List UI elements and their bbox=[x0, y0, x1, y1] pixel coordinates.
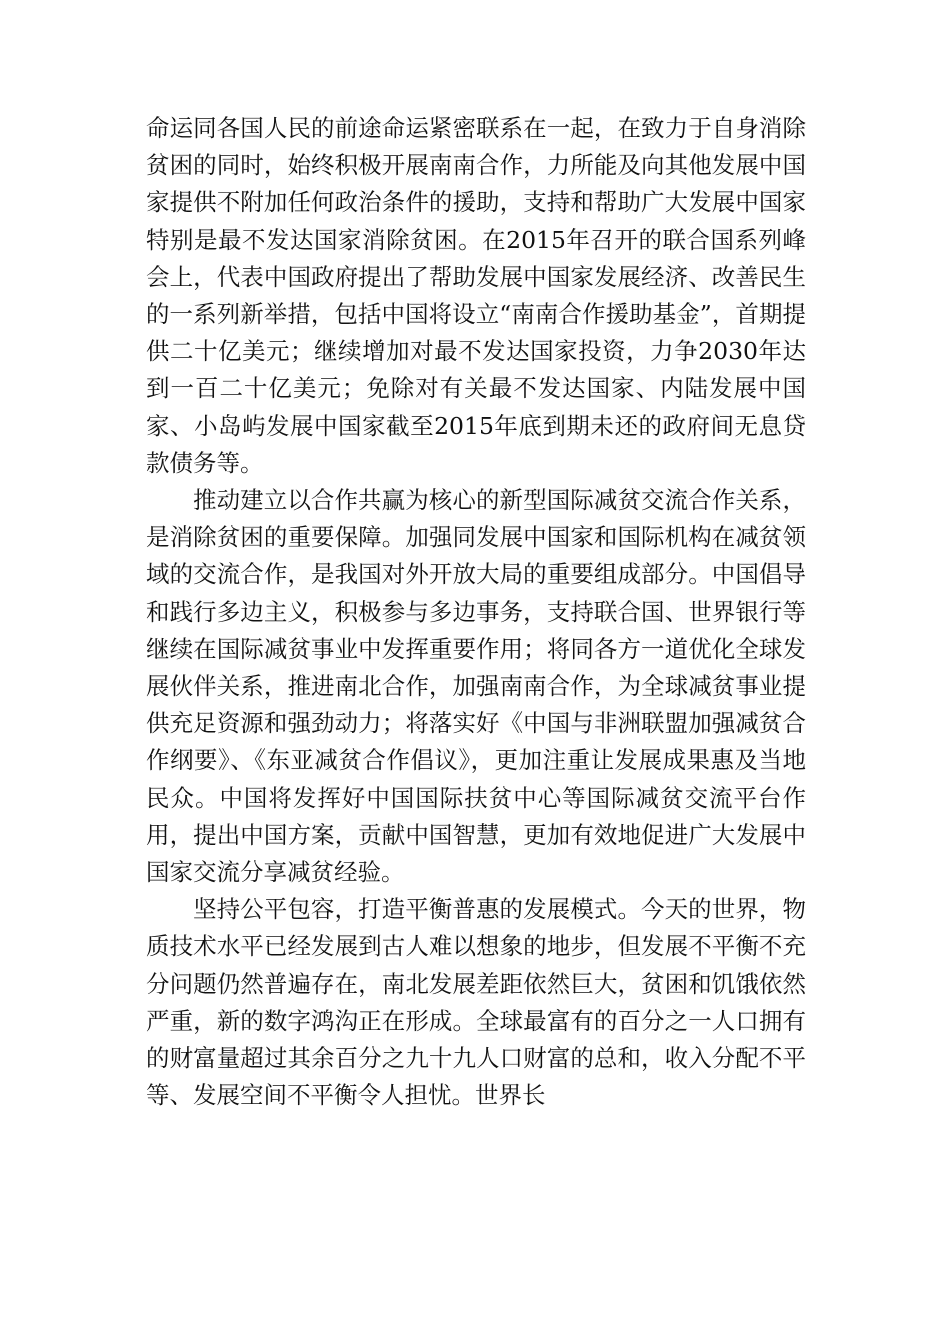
document-body bbox=[146, 110, 806, 1114]
paragraph-3: 坚持公平包容，打造平衡普惠的发展模式。今天的世界，物质技术水平已经发展到古人难以想象的地步，但发展不平衡不充分问题仍然普遍存在，南北发展差距依然巨大，贫困和饥饿依然严重，新的数字鸿沟正在形成。全球最富有的百分之一人口拥有的财富量超过其余百分之九十九人口财富的总和，收入分配不平等、发展空间不平衡令人担忧。世界长 bbox=[146, 895, 806, 1110]
paragraph-2: 推动建立以合作共赢为核心的新型国际减贫交流合作关系，是消除贫困的重要保障。加强同发展中国家和国际机构在减贫领域的交流合作，是我国对外开放大局的重要组成部分。中国倡导和践行多边主义，积极参与多边事务，支持联合国、世界银行等继续在国际减贫事业中发挥重要作用；将同各方一道优化全球发展伙伴关系，推进南北合作，加强南南合作，为全球减贫事业提供充足资源和强劲动力；将落实好《中国与非洲联盟加强减贫合作纲要》、《东亚减贫合作倡议》，更加注重让发展成果惠及当地民众。中国将发挥好中国国际扶贫中心等国际减贫交流平台作用，提出中国方案，贡献中国智慧，更加有效地促进广大发展中国家交流分享减贫经验。 bbox=[146, 486, 806, 887]
paragraph-1: 命运同各国人民的前途命运紧密联系在一起，在致力于自身消除贫困的同时，始终积极开展南南合作，力所能及向其他发展中国家提供不附加任何政治条件的援助，支持和帮助广大发展中国家特别是最不发达国家消除贫困。在2015年召开的联合国系列峰会上，代表中国政府提出了帮助发展中国家发展经济、改善民生的一系列新举措，包括中国将设立“南南合作援助基金”，首期提供二十亿美元；继续增加对最不发达国家投资，力争2030年达到一百二十亿美元；免除对有关最不发达国家、内陆发展中国家、小岛屿发展中国家截至2015年底到期未还的政府间无息贷款债务等。 bbox=[146, 114, 806, 477]
